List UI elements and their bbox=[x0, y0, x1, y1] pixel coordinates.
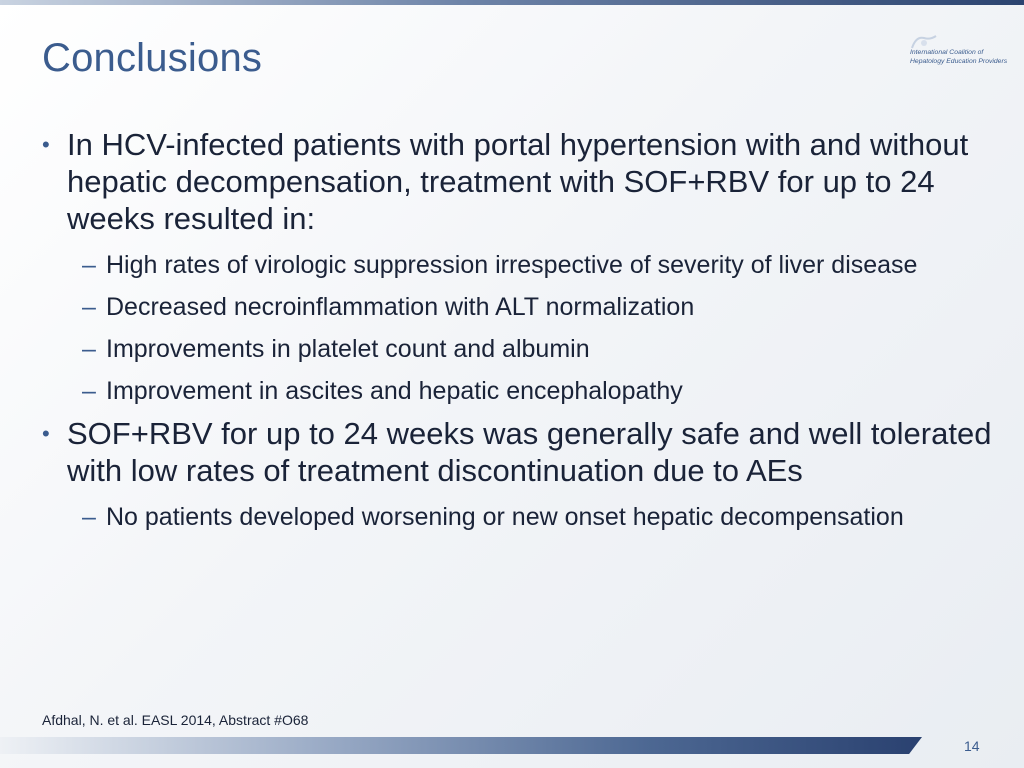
sub-bullet-1-1 bbox=[42, 247, 1002, 283]
logo-text-line2: Hepatology Education Providers bbox=[910, 58, 1008, 65]
dash-icon: – bbox=[82, 293, 96, 321]
logo-text bbox=[910, 48, 1007, 66]
sub-bullet-1-4-text: Improvement in ascites and hepatic encephalopathy bbox=[106, 377, 683, 405]
page-number: 14 bbox=[964, 738, 980, 754]
bullet-dot-icon: • bbox=[42, 421, 50, 446]
logo-text-line1: International Coalition of bbox=[910, 49, 984, 56]
sub-bullet-1-1-text: High rates of virologic suppression irrespective of severity of liver disease bbox=[106, 251, 918, 279]
sub-bullet-1-3 bbox=[42, 331, 1002, 367]
dash-icon: – bbox=[82, 377, 96, 405]
dash-icon: – bbox=[82, 251, 96, 279]
sub-bullet-1-3-text: Improvements in platelet count and albumin bbox=[106, 335, 590, 363]
top-accent-bar bbox=[0, 0, 1024, 5]
slide-content bbox=[42, 126, 1002, 541]
citation: Afdhal, N. et al. EASL 2014, Abstract #O68 bbox=[42, 712, 309, 728]
sub-bullet-2-1 bbox=[42, 499, 1002, 535]
slide-title: Conclusions bbox=[42, 36, 263, 80]
dash-icon: – bbox=[82, 335, 96, 363]
sub-bullet-2-1-text: No patients developed worsening or new onset hepatic decompensation bbox=[106, 503, 904, 531]
bottom-accent-bar bbox=[0, 737, 922, 754]
sub-bullet-1-2-text: Decreased necroinflammation with ALT normalization bbox=[106, 293, 695, 321]
bullet-2-text: SOF+RBV for up to 24 weeks was generally safe and well tolerated with low rates of treatment discontinuation due to AEs bbox=[67, 416, 992, 488]
bullet-dot-icon: • bbox=[42, 132, 50, 157]
sub-bullet-1-2 bbox=[42, 289, 1002, 325]
organization-logo bbox=[902, 34, 1008, 70]
sub-bullet-1-4 bbox=[42, 373, 1002, 409]
dash-icon: – bbox=[82, 503, 96, 531]
bullet-1 bbox=[42, 126, 1002, 237]
bullet-1-text: In HCV-infected patients with portal hypertension with and without hepatic decompensation, treatment with SOF+RBV for up to 24 weeks resulted in: bbox=[67, 127, 969, 236]
bullet-2 bbox=[42, 415, 1002, 489]
